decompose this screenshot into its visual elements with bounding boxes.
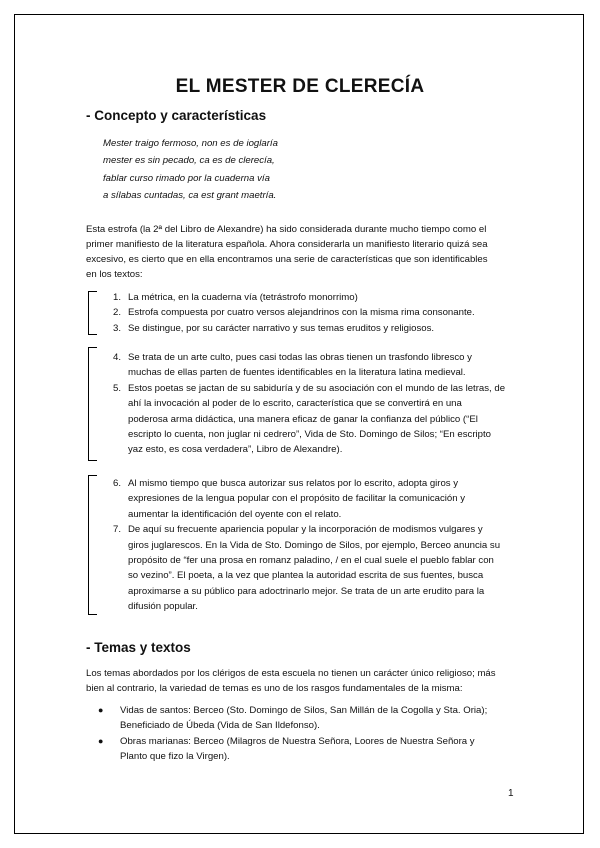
section-heading-concepto: - Concepto y características (86, 108, 267, 123)
temas-paragraph (86, 666, 526, 696)
bullet-item: ● Vidas de santos: Berceo (Sto. Domingo de Silos, San Millán de la Cogolla y Sta. Oria); Beneficiado de Úbeda (Vida de San Ildefonso). (98, 703, 528, 734)
paragraph-line: excesivo, es cierto que en ella encontramos una serie de características que son identificables (86, 254, 488, 266)
document-title: EL MESTER DE CLERECÍA (175, 76, 425, 97)
poem-line: a sílabas cuntadas, ca est grant maetría. (103, 189, 277, 201)
bullet-list (98, 703, 528, 765)
list-item: 5. Estos poetas se jactan de su sabiduría y de su asociación con el mundo de las letras, de ahí la invocación al poder de lo escrito, característica que se convertirá en una poderosa arma didáctica, una manera eficaz de ganar la confianza del público (“El escripto lo cuenta, non juglar ni cedrero”, Vida de Sto. Domingo de Silos; “En escripto yaz esto, es cosa verdadera”, Libro de Alexandre). (112, 382, 506, 456)
intro-paragraph (86, 222, 526, 282)
paragraph-line: en los textos: (86, 269, 143, 281)
page-number: 1 (508, 788, 514, 799)
poem-quote (103, 135, 278, 204)
bullet-dot-icon: ● (98, 735, 104, 746)
numbered-list-group-1 (100, 290, 530, 336)
list-item: 3. Se distingue, por su carácter narrativo y sus temas eruditos y religiosos. (112, 322, 435, 334)
bullet-dot-icon: ● (98, 705, 104, 715)
poem-line: fablar curso rimado por la cuaderna vía (103, 172, 270, 184)
list-item: 7. De aquí su frecuente apariencia popular y la incorporación de modismos vulgares y giros juglarescos. En la Vida de Sto. Domingo de Silos, por ejemplo, Berceo anuncia su propósito de “fer una prosa en romanz paladino, / en el cual suele el pueblo fablar con so vezino”. El poeta, a la vez que plantea la autoridad escrita de sus fuentes, busca aproximarse a su público para adoctrinarlo mejor. Se trata de un arte erudito para la difusión popular. (112, 524, 501, 613)
list-item: 4. Se trata de un arte culto, pues casi todas las obras tienen un trasfondo libresco y muchas de ellas parten de fuentes identificables en la literatura latina medieval. (112, 352, 472, 379)
poem-line: Mester traigo fermoso, non es de ioglaría (103, 138, 278, 149)
paragraph-line: Los temas abordados por los clérigos de esta escuela no tienen un carácter único religioso; más (86, 668, 496, 679)
poem-line: mester es sin pecado, ca es de clerecía, (103, 155, 275, 167)
numbered-list-group-3 (100, 476, 530, 615)
paragraph-line: primer manifiesto de la literatura española. Ahora considerarla un manifiesto literario quizá sea (86, 239, 488, 251)
paragraph-line: Esta estrofa (la 2ª del Libro de Alexandre) ha sido considerada durante mucho tiempo como el (86, 224, 487, 235)
list-item: 2. Estrofa compuesta por cuatro versos alejandrinos con la misma rima consonante. (112, 307, 475, 319)
paragraph-line: bien al contrario, la variedad de temas es uno de los rasgos fundamentales de la misma: (86, 683, 463, 695)
list-item: 6. Al mismo tiempo que busca autorizar sus relatos por lo escrito, adopta giros y expresiones de la lengua popular con el propósito de facilitar la comunicación y aumentar la identificación del oyente con el relato. (112, 478, 466, 520)
bullet-item: ● Obras marianas: Berceo (Milagros de Nuestra Señora, Loores de Nuestra Señora y Planto que fizo la Virgen). (98, 734, 528, 765)
bracket-group-3 (88, 475, 97, 615)
numbered-list-group-2 (100, 350, 530, 458)
bracket-group-2 (88, 347, 97, 461)
bracket-group-1 (88, 291, 97, 335)
list-item: 1. La métrica, en la cuaderna vía (tetrástrofo monorrimo) (112, 292, 358, 303)
section-heading-temas: - Temas y textos (86, 640, 191, 655)
